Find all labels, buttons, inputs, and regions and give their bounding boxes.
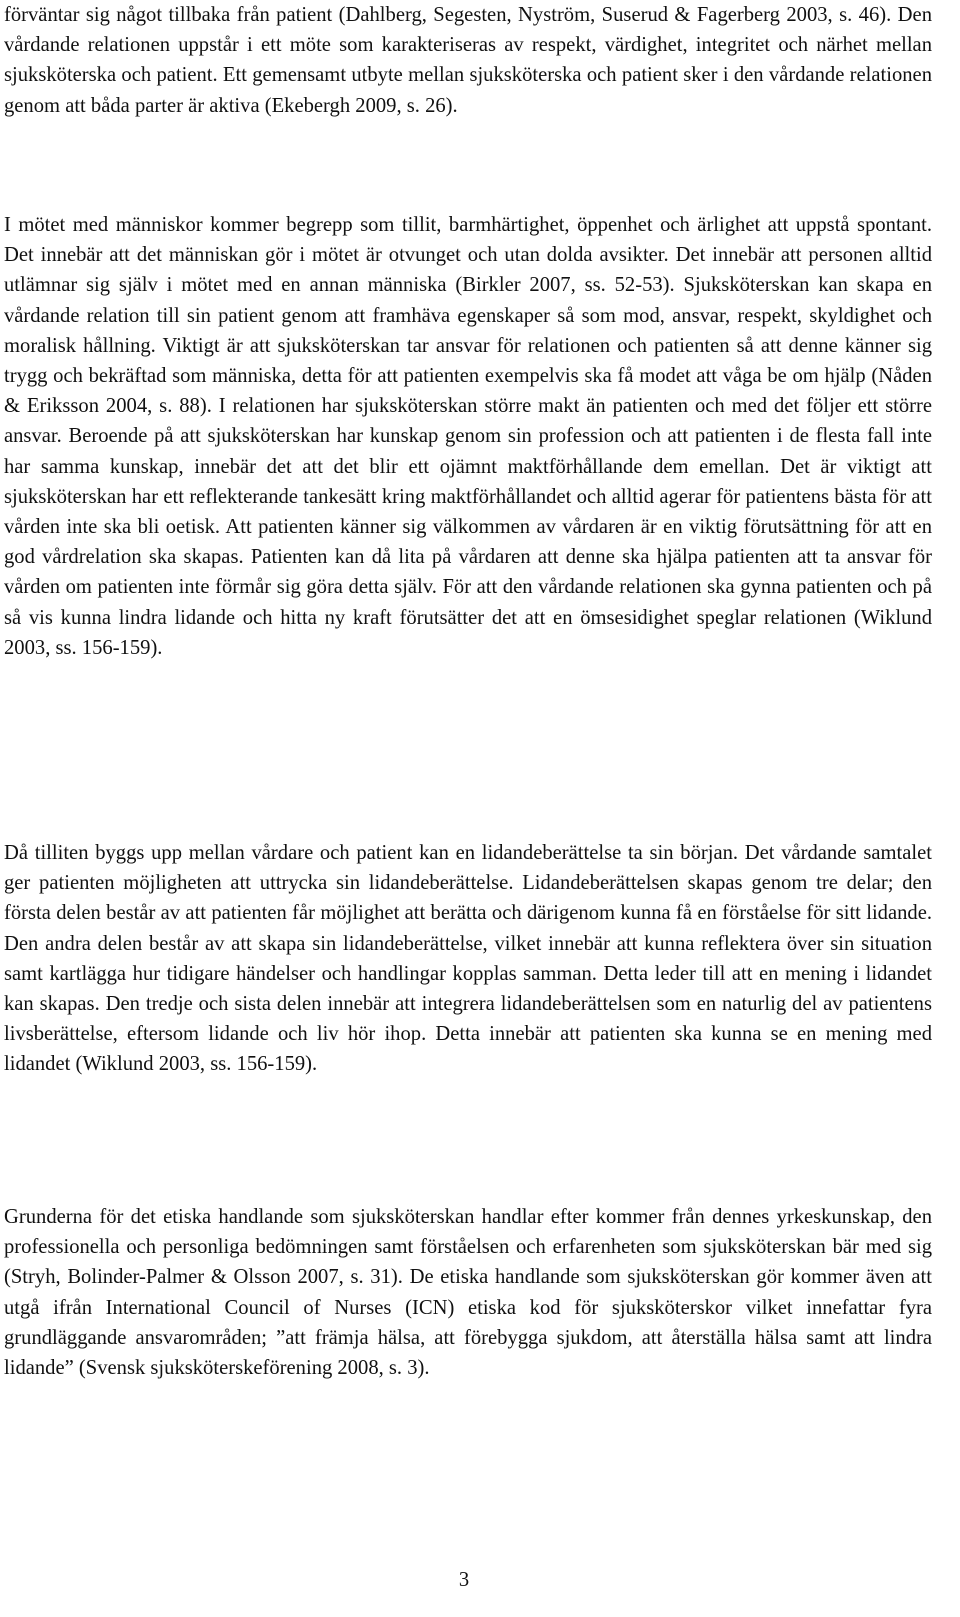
paragraph-1: förväntar sig något tillbaka från patient (Dahlberg, Segesten, Nyström, Suserud & Fagerberg 2003, s. 46). Den vårdande relationen uppstår i ett möte som karakteriseras av respekt, värdighet, integritet och närhet mellan sjuksköterska och patient. Ett gemensamt utbyte mellan sjuksköterska och patient sker i den vårdande relationen genom att båda parter är aktiva (Ekebergh 2009, s. 26).	[4, 4, 932, 117]
paragraph-4: Grunderna för det etiska handlande som sjuksköterskan handlar efter kommer från dennes yrkeskunskap, den professionella och personliga bedömningen samt förståelsen och erfarenheten som sjuksköterskan bär med sig (Stryh, Bolinder-Palmer & Olsson 2007, s. 31). De etiska handlande som sjuksköterskan gör kommer även att utgå ifrån International Council of Nurses (ICN) etiska kod för sjuksköterskor vilket innefattar fyra grundläggande ansvarområden; ”att främja hälsa, att förebygga sjukdom, att återställa hälsa samt att lindra lidande” (Svensk sjuksköterskeförening 2008, s. 3).	[4, 1206, 932, 1380]
page-number: 3	[458, 1569, 470, 1591]
paragraph-2: I mötet med människor kommer begrepp som tillit, barmhärtighet, öppenhet och ärlighet att uppstå spontant. Det innebär att det människan gör i mötet är otvunget och utan dolda avsikter. Det innebär att personen alltid utlämnar sig själv i mötet med en annan människa (Birkler 2007, ss. 52-53). Sjuksköterskan kan skapa en vårdande relation till sin patient genom att framhäva egenskaper så som mod, ansvar, respekt, skyldighet och moralisk hållning. Viktigt är att sjuksköterskan tar ansvar för relationen och patienten så att denne känner sig trygg och bekräftad som människa, detta för att patienten exempelvis ska få modet att våga be om hjälp (Nåden & Eriksson 2004, s. 88). I relationen har sjuksköterskan större makt än patienten och med det följer ett större ansvar. Beroende på att sjuksköterskan har kunskap genom sin profession och att patienten i de flesta fall inte har samma kunskap, innebär det att det blir ett ojämnt maktförhållande dem emellan. Det är viktigt att sjuksköterskan har ett reflekterande tankesätt kring maktförhållandet och alltid agerar för patientens bästa för att vården inte ska bli oetisk. Att patienten känner sig välkommen av vårdaren är en viktig förutsättning för att en god vårdrelation ska skapas. Patienten kan då lita på vårdaren att denne ska hjälpa patienten att ta ansvar för vården om patienten inte förmår sig göra detta själv. För att den vårdande relationen ska gynna patienten och på så vis kunna lindra lidande och hitta ny kraft förutsätter det att en ömsesidighet speglar relationen (Wiklund 2003, ss. 156-159).	[4, 214, 932, 659]
paragraph-3: Då tilliten byggs upp mellan vårdare och patient kan en lidandeberättelse ta sin början. Det vårdande samtalet ger patienten möjligheten att uttrycka sin lidandeberättelse. Lidandeberättelsen skapas genom tre delar; den första delen består av att patienten får möjlighet att berätta och därigenom kunna få en förståelse för sitt lidande. Den andra delen består av att skapa sin lidandeberättelse, vilket innebär att kunna reflektera över sin situation samt kartlägga hur tidigare händelser och handlingar kopplas samman. Detta leder till att en mening i lidandet kan skapas. Den tredje och sista delen innebär att integrera lidandeberättelsen som en naturlig del av patientens livsberättelse, eftersom lidande och liv hör ihop. Detta innebär att patienten ska kunna se en mening med lidandet (Wiklund 2003, ss. 156-159).	[4, 842, 932, 1076]
